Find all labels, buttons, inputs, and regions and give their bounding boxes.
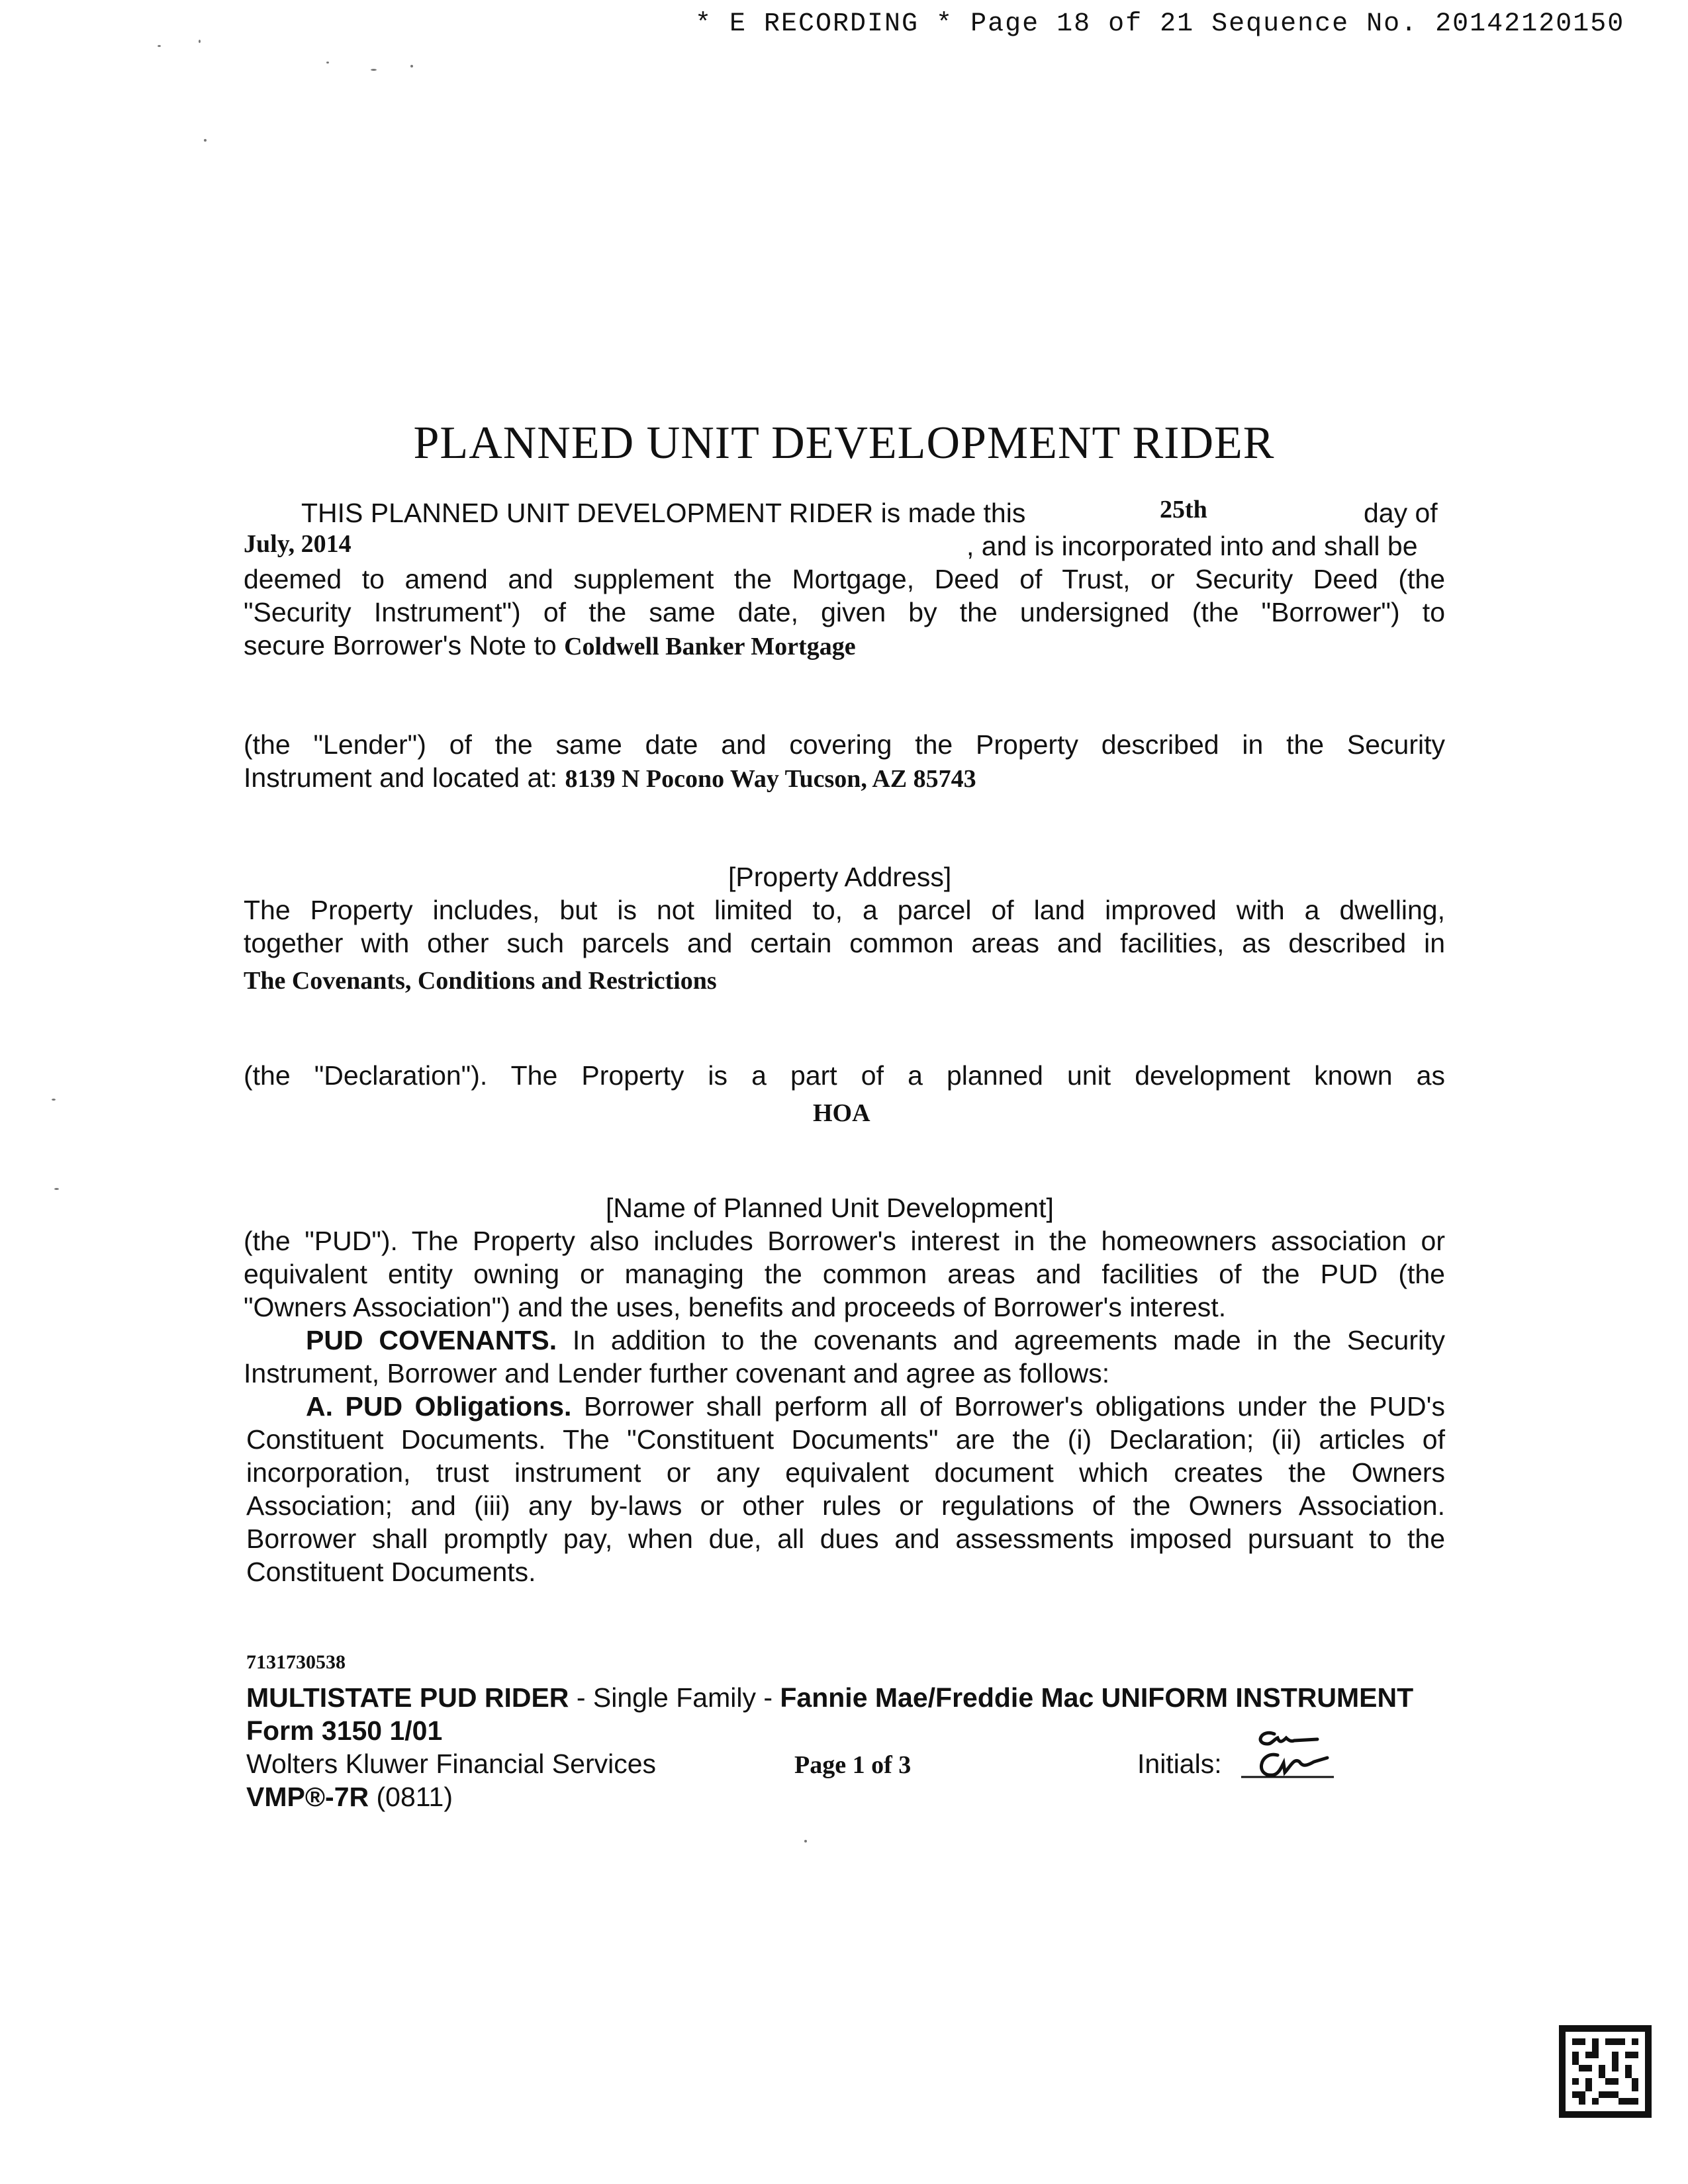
property-line-2: together with other such parcels and certain common areas and facilities, as described in [244,928,1445,958]
intro-line-5 [244,629,856,663]
intro-line-2: , and is incorporated into and shall be [966,531,1418,561]
section-a-line-3: incorporation, trust instrument or any equivalent document which creates the Owners [246,1457,1445,1488]
scan-speck [410,65,413,68]
form-name-line [246,1681,1413,1714]
property-address: 8139 N Pocono Way Tucson, AZ 85743 [565,765,976,793]
section-a-line-1 [306,1390,1445,1423]
recording-header: * E RECORDING * Page 18 of 21 Sequence No. 20142120150 [695,9,1625,39]
intro-line-4: "Security Instrument") of the same date, given by the undersigned (the "Borrower") to [244,597,1445,627]
form-number: Form 3150 1/01 [246,1715,443,1746]
scan-speck [326,62,329,64]
document-title: PLANNED UNIT DEVELOPMENT RIDER [413,418,1275,469]
rider-day: 25th [1160,496,1207,523]
scan-speck [371,69,377,71]
vmp-version: (0811) [369,1782,453,1812]
section-a-text: Borrower shall perform all of Borrower's obligations under the PUD's [571,1391,1445,1422]
scan-speck [52,1099,56,1101]
covenants-text: In addition to the covenants and agreements made in the Security [557,1325,1445,1355]
declaration-document: The Covenants, Conditions and Restrictions [244,967,717,995]
publisher: Wolters Kluwer Financial Services [246,1749,657,1779]
section-a-heading: A. PUD Obligations. [306,1391,572,1422]
loan-number: 7131730538 [246,1651,346,1673]
pud-line-2: equivalent entity owning or managing the common areas and facilities of the PUD (the [244,1259,1445,1289]
pud-name-label: [Name of Planned Unit Development] [606,1193,1054,1223]
form-instrument: Fannie Mae/Freddie Mac UNIFORM INSTRUMENT [780,1682,1414,1713]
lender-line-2 [244,761,976,796]
note-to-text: secure Borrower's Note to [244,630,557,660]
covenants-heading: PUD COVENANTS. [306,1325,557,1355]
form-type: - Single Family - [569,1682,780,1713]
form-name: MULTISTATE PUD RIDER [246,1682,569,1713]
section-a-line-2: Constituent Documents. The "Constituent Documents" are the (i) Declaration; (ii) articles of [246,1424,1445,1455]
pud-line-3: "Owners Association") and the uses, benefits and proceeds of Borrower's interest. [244,1292,1227,1322]
2d-barcode [1559,2025,1652,2118]
vmp-code: VMP®-7R [246,1782,369,1812]
scan-speck [158,45,161,47]
section-a-line-4: Association; and (iii) any by-laws or other rules or regulations of the Owners Association. [246,1490,1445,1521]
intro-line-1 [301,496,1025,529]
declaration-line: (the "Declaration"). The Property is a part of a planned unit development known as [244,1060,1445,1091]
located-at-text: Instrument and located at: [244,762,558,793]
covenants-line-1 [306,1324,1445,1357]
property-line-1: The Property includes, but is not limited to, a parcel of land improved with a dwelling, [244,895,1445,925]
day-of-label: day of [1364,498,1438,528]
rider-date: July, 2014 [244,530,352,558]
scan-speck [54,1188,59,1190]
section-a-line-5: Borrower shall promptly pay, when due, all dues and assessments imposed pursuant to the [246,1524,1445,1554]
property-address-label: [Property Address] [728,862,952,892]
scan-speck [199,40,201,43]
initials-signature [1228,1714,1360,1794]
scan-speck [804,1840,807,1843]
vmp-line [246,1780,453,1813]
pud-name: HOA [813,1099,870,1127]
intro-text: THIS PLANNED UNIT DEVELOPMENT RIDER is made this [301,498,1026,528]
initials-label: Initials: [1137,1749,1222,1779]
scan-speck [204,139,207,142]
intro-line-3: deemed to amend and supplement the Mortgage, Deed of Trust, or Security Deed (the [244,564,1445,594]
page-number: Page 1 of 3 [794,1751,912,1779]
covenants-line-2: Instrument, Borrower and Lender further covenant and agree as follows: [244,1358,1110,1388]
section-a-line-6: Constituent Documents. [246,1557,536,1587]
lender-line-1: (the "Lender") of the same date and covering the Property described in the Security [244,729,1445,760]
pud-line-1: (the "PUD"). The Property also includes Borrower's interest in the homeowners association or [244,1226,1445,1256]
lender-name: Coldwell Banker Mortgage [564,633,856,660]
